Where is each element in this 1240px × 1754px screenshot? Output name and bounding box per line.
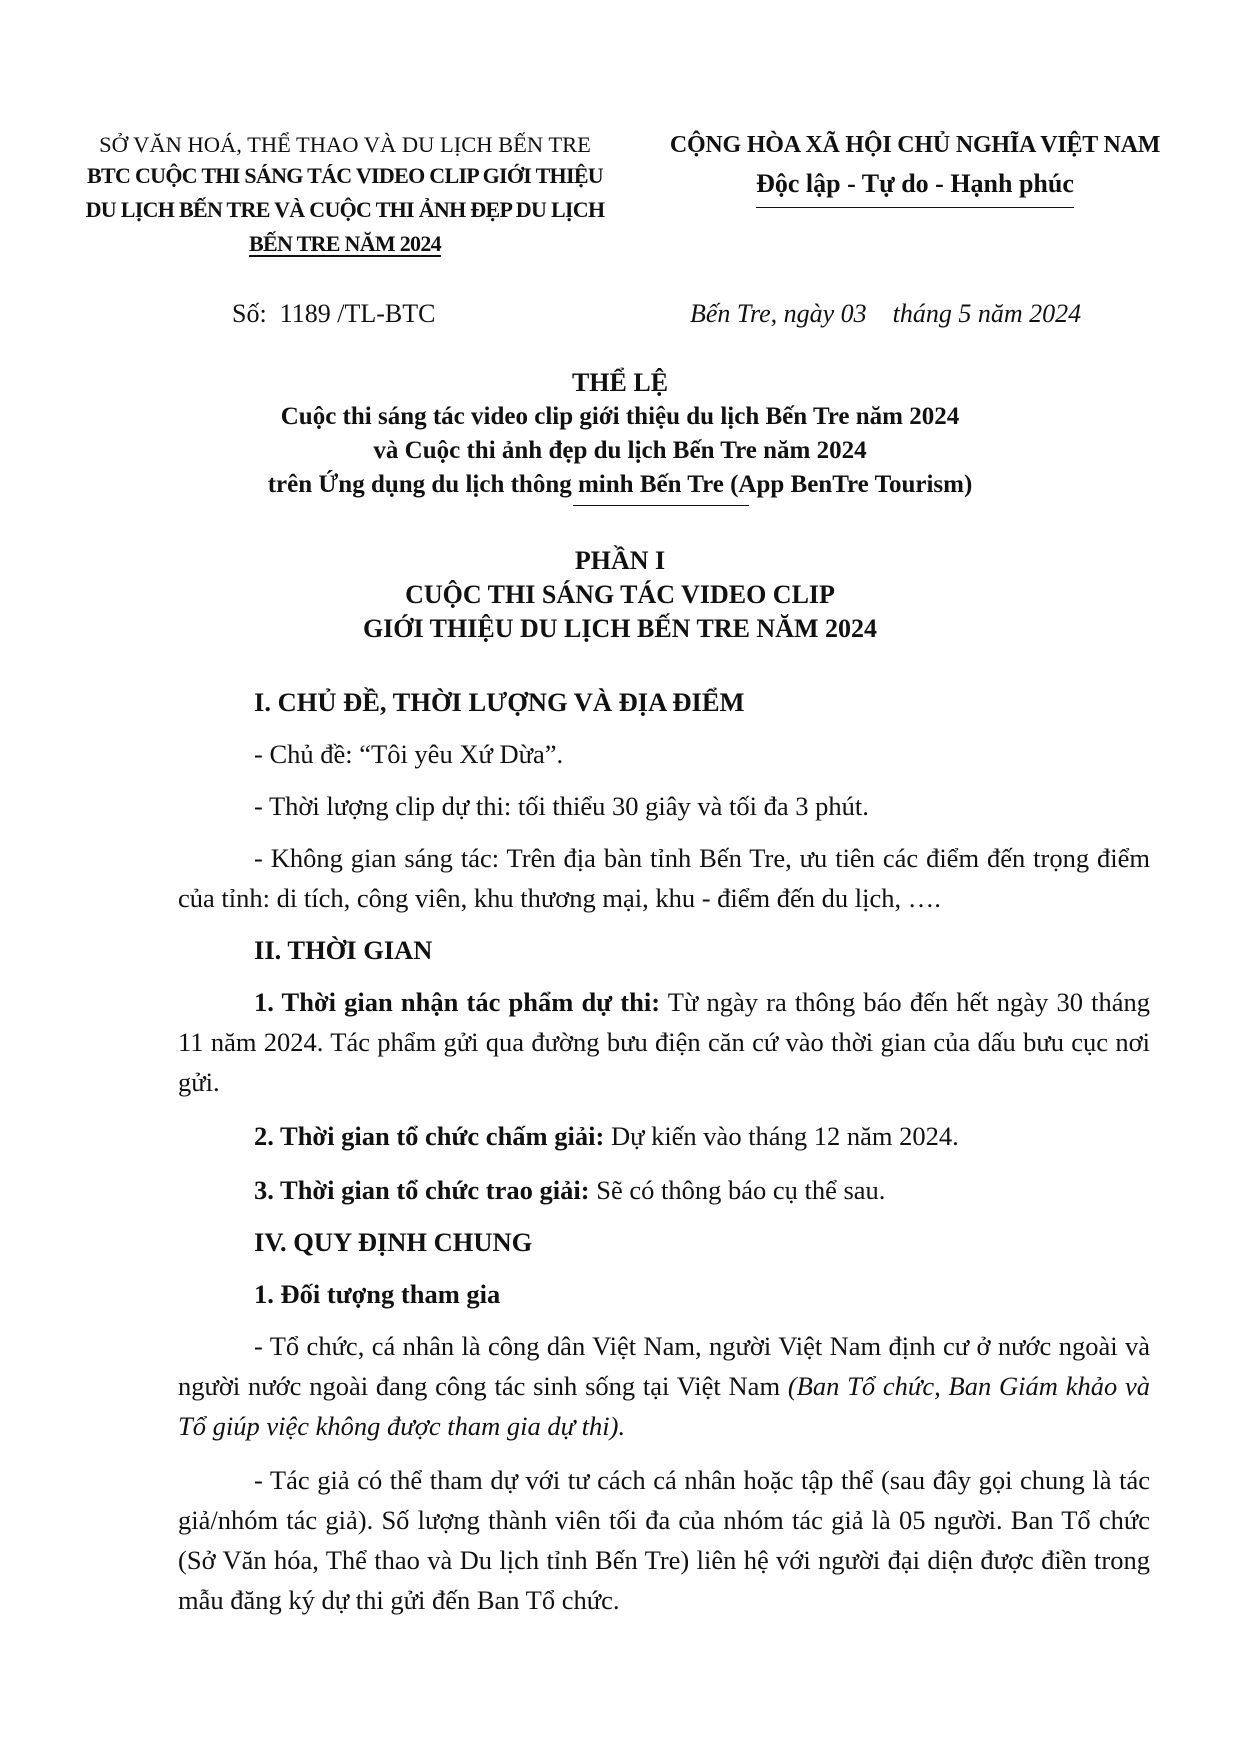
section-2-item-3 — [178, 1170, 1150, 1210]
section-2-item-3-label: 3. Thời gian tổ chức trao giải: — [254, 1175, 590, 1205]
organizer-line-2: DU LỊCH BẾN TRE VÀ CUỘC THI ẢNH ĐẸP DU LỊCH — [85, 197, 605, 222]
section-4-sub-1: 1. Đối tượng tham gia — [254, 1279, 501, 1309]
section-2-item-1-text: Từ ngày ra thông báo đến hết ngày 30 tháng 11 năm 2024. Tác phẩm gửi qua đường bưu điện căn cứ vào thời gian của dấu bưu cục nơi gửi. — [178, 987, 1150, 1097]
national-motto: Độc lập - Tự do - Hạnh phúc — [756, 162, 1074, 208]
document-body — [178, 682, 1150, 1620]
section-4-paragraph-1 — [178, 1326, 1150, 1446]
section-1-heading: I. CHỦ ĐỀ, THỜI LƯỢNG VÀ ĐỊA ĐIỂM — [254, 687, 745, 717]
issuing-agency-block — [60, 130, 630, 261]
section-4-paragraph-2: - Tác giả có thể tham dự với tư cách cá nhân hoặc tập thể (sau đây gọi chung là tác giả/nhóm tác giả). Số lượng thành viên tối đa của nhóm tác giả là 05 người. Ban Tổ chức (Sở Văn hóa, Thể thao và Du lịch tỉnh Bến Tre) liên hệ với người đại diện được điền trong mẫu đăng ký dự thi gửi đến Ban Tổ chức. — [178, 1465, 1150, 1615]
section-2-item-2-text: Dự kiến vào tháng 12 năm 2024. — [604, 1121, 959, 1151]
section-2-item-1-label: 1. Thời gian nhận tác phẩm dự thi: — [254, 987, 661, 1017]
part-label: PHẦN I — [574, 546, 666, 575]
section-2-item-2-label: 2. Thời gian tổ chức chấm giải: — [254, 1121, 605, 1151]
part-title-line-1: CUỘC THI SÁNG TÁC VIDEO CLIP — [405, 580, 835, 609]
section-2-heading: II. THỜI GIAN — [254, 935, 433, 965]
section-1-theme: - Chủ đề: “Tôi yêu Xứ Dừa”. — [254, 739, 564, 769]
national-title: CỘNG HÒA XÃ HỘI CHỦ NGHĨA VIỆT NAM — [669, 132, 1161, 158]
document-title-block — [140, 366, 1100, 502]
organizer-line-3: BẾN TRE NĂM 2024 — [249, 231, 441, 256]
section-1-duration: - Thời lượng clip dự thi: tối thiểu 30 giây và tối đa 3 phút. — [254, 791, 869, 821]
title-line-2: và Cuộc thi ảnh đẹp du lịch Bến Tre năm 2024 — [373, 437, 867, 464]
national-header-block — [640, 128, 1190, 208]
section-2-item-2 — [178, 1116, 1150, 1156]
section-4-paragraph-1-text: - Tổ chức, cá nhân là công dân Việt Nam, người Việt Nam định cư ở nước ngoài và người nước ngoài đang công tác sinh sống tại Việt Nam — [178, 1331, 1150, 1401]
document-number: Số: 1189 /TL-BTC — [232, 299, 436, 328]
document-title: THỂ LỆ — [571, 368, 669, 397]
section-4-heading: IV. QUY ĐỊNH CHUNG — [254, 1227, 533, 1257]
part-title-line-2: GIỚI THIỆU DU LỊCH BẾN TRE NĂM 2024 — [362, 614, 878, 643]
section-1-space: - Không gian sáng tác: Trên địa bàn tỉnh Bến Tre, ưu tiên các điểm đến trọng điểm của tỉnh: di tích, công viên, khu thương mại, khu - điểm đến du lịch, …. — [178, 843, 1150, 913]
title-line-3: trên Ứng dụng du lịch thông minh Bến Tre (App BenTre Tourism) — [267, 471, 973, 498]
section-2-item-1 — [178, 982, 1150, 1102]
document-date: Bến Tre, ngày 03 tháng 5 năm 2024 — [690, 299, 1082, 328]
section-4-paragraph-1-note: (Ban Tổ chức, Ban Giám khảo và Tổ giúp việc không được tham gia dự thi). — [178, 1371, 1151, 1441]
organizer-line-1: BTC CUỘC THI SÁNG TÁC VIDEO CLIP GIỚI THIỆU — [87, 163, 603, 188]
agency-name: SỞ VĂN HOÁ, THỂ THAO VÀ DU LỊCH BẾN TRE — [99, 132, 591, 157]
section-2-item-3-text: Sẽ có thông báo cụ thể sau. — [589, 1175, 886, 1205]
title-line-1: Cuộc thi sáng tác video clip giới thiệu du lịch Bến Tre năm 2024 — [280, 403, 960, 430]
part-heading-block — [140, 544, 1100, 646]
title-divider — [573, 505, 749, 506]
